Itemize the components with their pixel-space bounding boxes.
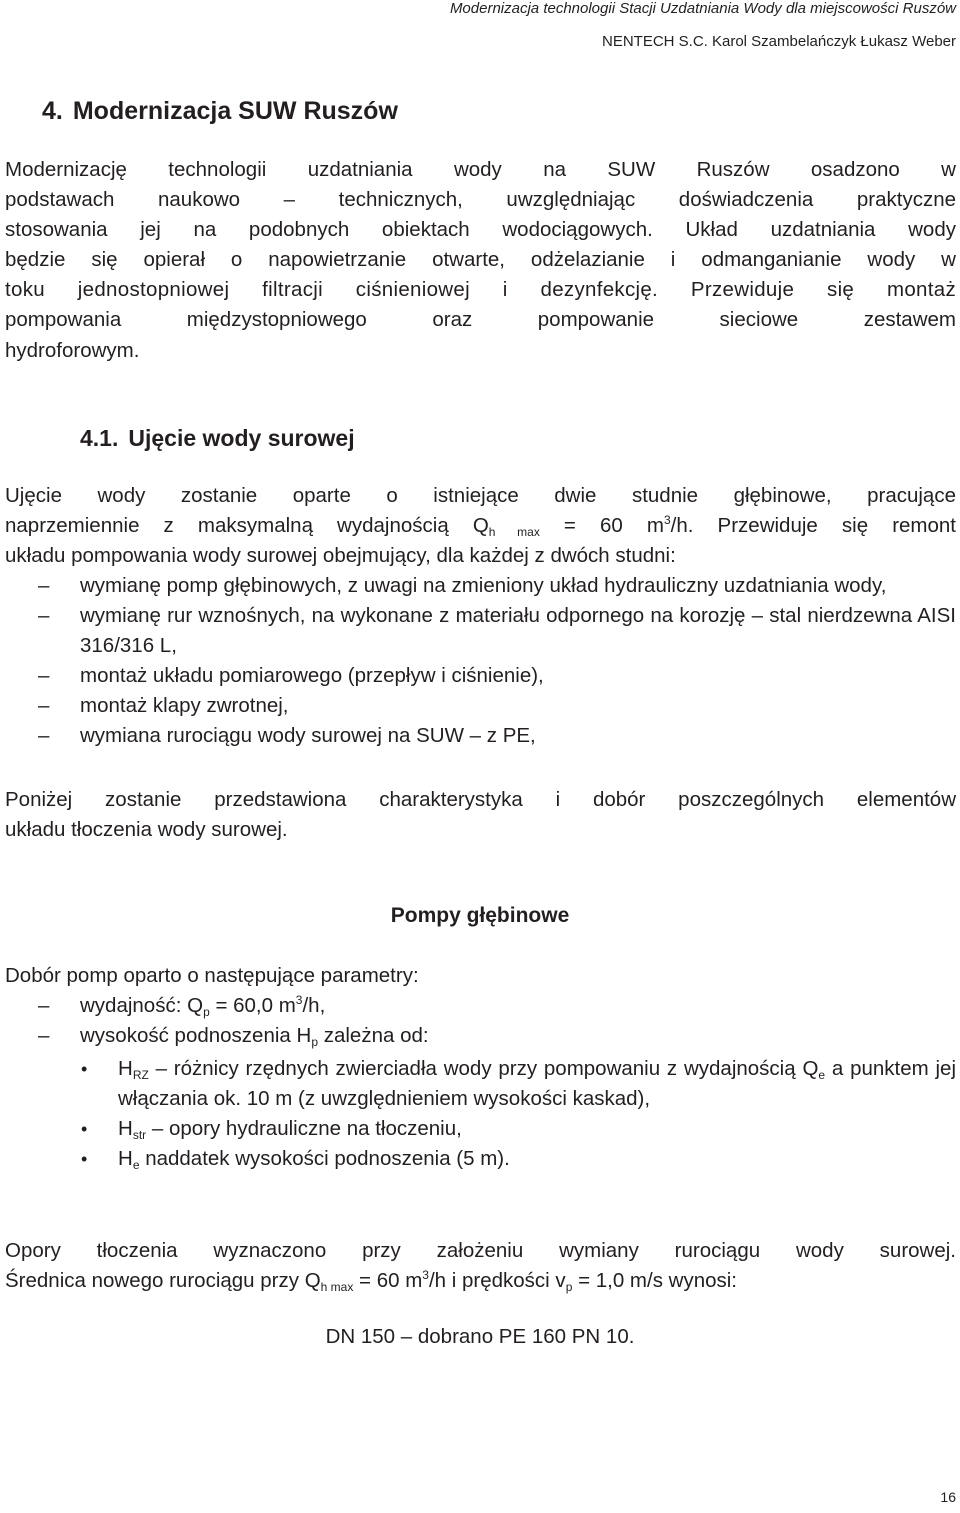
subsection-number: 4.1. xyxy=(80,425,119,451)
paragraph-line: pompowania międzystopniowego oraz pompowanie sieciowe zestawem xyxy=(5,308,956,332)
paragraph-line: stosowania jej na podobnych obiektach wodociągowych. Układ uzdatniania wody xyxy=(5,218,956,242)
param-text: /h, xyxy=(302,994,326,1017)
bullet-marker: • xyxy=(81,1119,88,1140)
bullet-item xyxy=(5,1144,956,1174)
bullet-text: naddatek wysokości podnoszenia (5 m). xyxy=(139,1147,510,1171)
section-number: 4. xyxy=(42,97,63,125)
pipe-selection-result: DN 150 – dobrano PE 160 PN 10. xyxy=(325,1325,635,1348)
subscript: h max xyxy=(320,1280,354,1295)
dash-marker: – xyxy=(38,724,50,748)
section-paragraph xyxy=(5,155,956,366)
resistance-text: = 1,0 m/s wynosi: xyxy=(572,1269,738,1293)
intro-line: Ujęcie wody zostanie oparte o istniejące dwie studnie głębinowe, pracujące xyxy=(5,484,956,507)
resistance-line-formula xyxy=(5,1266,956,1296)
list-item xyxy=(5,991,956,1021)
resistance-line: Opory tłoczenia wyznaczono przy założeniu wymiany rurociągu wody surowej. xyxy=(5,1239,956,1262)
param-text: wydajność: Q xyxy=(80,994,204,1017)
subsection-closing xyxy=(5,785,956,845)
bullet-item xyxy=(5,1054,956,1114)
subscript: e xyxy=(818,1068,826,1082)
list-item xyxy=(5,1021,956,1051)
resistance-text: Średnica nowego rurociągu przy Q xyxy=(5,1269,321,1293)
subscript: str xyxy=(132,1128,147,1143)
intro-text: naprzemiennie z maksymalną wydajnością Q xyxy=(5,514,489,538)
subscript: e xyxy=(132,1158,140,1173)
list-item-text: wymiana rurociągu wody surowej na SUW – z PE, xyxy=(80,724,536,748)
resistance-text: = 60 m xyxy=(353,1269,423,1293)
list-item-text: montaż klapy zwrotnej, xyxy=(80,694,289,718)
subsection-title: Ujęcie wody surowej xyxy=(128,425,355,451)
list-item-text: wymianę pomp głębinowych, z uwagi na zmieniony układ hydrauliczny uzdatniania wody, xyxy=(80,574,887,597)
bullet-text: – różnicy rzędnych zwierciadła wody przy pompowaniu z wydajnością Q xyxy=(148,1057,819,1080)
section-title: Modernizacja SUW Ruszów xyxy=(72,97,398,125)
bullet-text: a punktem jej włączania ok. 10 m (z uwzględnieniem wysokości kaskad), xyxy=(118,1057,957,1111)
intro-text: = 60 m xyxy=(539,514,664,538)
section-heading xyxy=(42,96,398,126)
list-item xyxy=(5,661,956,691)
closing-line: Poniżej zostanie przedstawiona charakterystyka i dobór poszczególnych elementów xyxy=(5,788,956,811)
param-text: zależna od: xyxy=(318,1024,429,1048)
subsection-heading xyxy=(80,424,355,452)
symbol: H xyxy=(118,1117,133,1141)
list-item xyxy=(5,721,956,751)
paragraph-line: będzie się opierał o napowietrzanie otwarte, odżelazianie i odmanganianie wody w xyxy=(5,248,956,272)
pumps-heading: Pompy głębinowe xyxy=(390,904,570,927)
bullet-marker: • xyxy=(81,1149,88,1170)
closing-line: układu tłoczenia wody surowej. xyxy=(5,818,288,842)
parameters-list xyxy=(5,991,956,1051)
dash-marker: – xyxy=(38,604,50,628)
dash-marker: – xyxy=(38,1024,50,1048)
subscript: h max xyxy=(488,525,540,540)
bullet-text: – opory hydrauliczne na tłoczeniu, xyxy=(146,1117,462,1141)
subscript: p xyxy=(311,1035,319,1050)
dash-marker: – xyxy=(38,994,50,1017)
running-header-authors: NENTECH S.C. Karol Szambelańczyk Łukasz Weber xyxy=(601,33,956,50)
symbol: H xyxy=(118,1147,133,1171)
dash-list xyxy=(5,571,956,752)
list-item xyxy=(5,601,956,661)
paragraph-line: toku jednostopniowej filtracji ciśnieniowej i dezynfekcję. Przewiduje się montaż xyxy=(5,278,956,302)
running-header-title xyxy=(450,0,956,18)
subscript: p xyxy=(203,1005,210,1019)
subscript: RZ xyxy=(132,1068,149,1082)
superscript: 3 xyxy=(295,993,303,1007)
bullet-marker: • xyxy=(81,1059,88,1079)
header-title: Modernizacja technologii Stacji Uzdatniania Wody dla miejscowości Ruszów xyxy=(449,0,956,17)
list-item-text: wymianę rur wznośnych, na wykonane z materiału odpornego na korozję – stal nierdzewna AISI 316/316 L, xyxy=(80,604,956,658)
paragraph-line: Modernizację technologii uzdatniania wody na SUW Ruszów osadzono w xyxy=(5,158,956,181)
resistance-paragraph xyxy=(5,1236,956,1296)
subsection-intro xyxy=(5,481,956,571)
pumps-intro xyxy=(5,961,956,991)
intro-line-formula xyxy=(5,511,956,541)
list-item xyxy=(5,691,956,721)
dash-marker: – xyxy=(38,664,50,688)
paragraph-line: podstawach naukowo – technicznych, uwzględniając doświadczenia praktyczne xyxy=(5,188,956,212)
page-number: 16 xyxy=(940,1489,956,1505)
superscript: 3 xyxy=(663,513,671,528)
param-text: wysokość podnoszenia H xyxy=(80,1024,312,1048)
intro-text: /h. Przewiduje się remont xyxy=(670,514,956,538)
bullet-list xyxy=(5,1054,956,1174)
dash-marker: – xyxy=(38,574,50,597)
bullet-item xyxy=(5,1114,956,1144)
pumps-intro-text: Dobór pomp oparto o następujące parametry: xyxy=(5,964,419,987)
subscript: p xyxy=(565,1280,573,1295)
symbol: H xyxy=(118,1057,133,1080)
paragraph-line: hydroforowym. xyxy=(5,338,140,362)
resistance-text: /h i prędkości v xyxy=(428,1269,566,1293)
superscript: 3 xyxy=(422,1268,429,1283)
intro-line: układu pompowania wody surowej obejmujący, dla każdej z dwóch studni: xyxy=(5,544,676,568)
dash-marker: – xyxy=(38,694,50,718)
list-item xyxy=(5,571,956,601)
param-text: = 60,0 m xyxy=(209,994,296,1017)
list-item-text: montaż układu pomiarowego (przepływ i ciśnienie), xyxy=(80,664,544,688)
